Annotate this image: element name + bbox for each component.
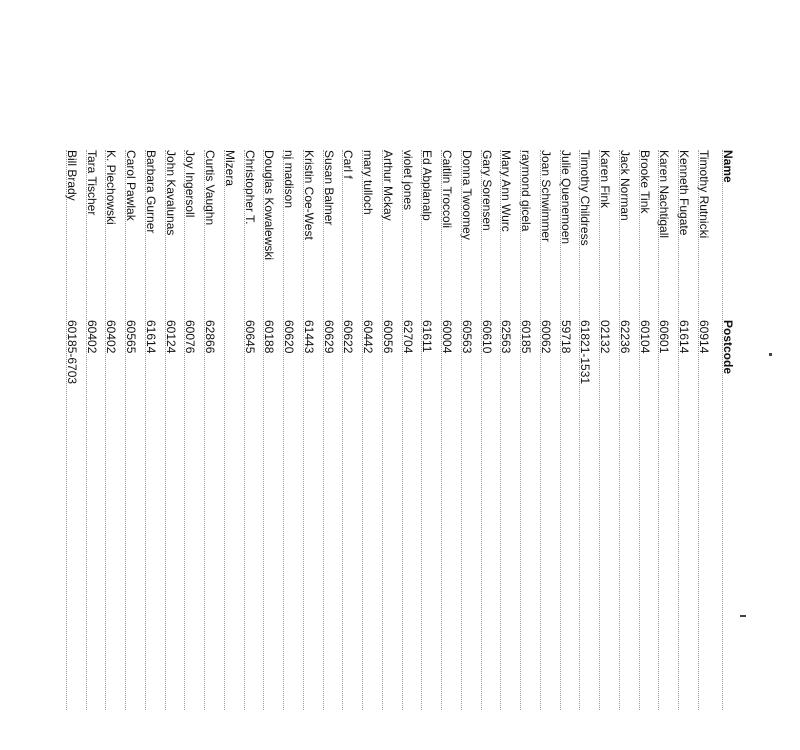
table-row — [262, 150, 278, 710]
table-row — [657, 150, 673, 710]
row-name: Joan Schwimmer — [539, 150, 553, 243]
row-name: Mizera — [223, 150, 237, 187]
row-postcode: 60620 — [282, 320, 297, 354]
row-postcode: 60629 — [321, 320, 336, 354]
row-postcode: 60645 — [242, 320, 257, 354]
row-name: Jack Norman — [618, 150, 632, 221]
table-row — [597, 150, 613, 710]
row-name: Douglas Kowalewski — [262, 150, 277, 261]
table-row — [301, 150, 317, 710]
row-postcode: 60601 — [657, 320, 672, 354]
table-row — [637, 150, 653, 710]
row-postcode: 61614 — [144, 320, 158, 354]
row-name: violet jones — [400, 150, 415, 211]
row-postcode: 62866 — [203, 320, 218, 354]
table-row — [84, 150, 100, 710]
row-postcode: 61821-1531 — [578, 320, 593, 385]
table-row — [676, 150, 692, 710]
table-row — [360, 150, 376, 710]
table-row — [459, 150, 475, 710]
row-name: mary tulloch — [361, 150, 376, 215]
row-name: Susan Balmer — [321, 150, 336, 226]
row-name: Donna Twoomey — [460, 150, 474, 240]
row-name: K. Piechowski — [104, 150, 119, 225]
table-row — [420, 150, 436, 710]
table-row — [696, 150, 712, 710]
table-row — [400, 150, 416, 710]
row-postcode: 61443 — [302, 320, 316, 354]
row-name: Timothy Rutnicki — [697, 150, 711, 239]
table-row — [242, 150, 258, 710]
scan-speck — [740, 615, 746, 617]
table-row — [479, 150, 495, 710]
row-name: John Kavalunas — [163, 150, 178, 236]
header-postcode: Postcode — [721, 320, 735, 375]
row-name: Kenneth Fugate — [677, 150, 692, 236]
row-name: Gary Sorensen — [479, 150, 494, 231]
row-name: Kristin Coe-West — [302, 150, 316, 240]
row-name: Christopher T. — [242, 150, 257, 225]
table-row — [64, 150, 80, 710]
row-name: Carl f — [341, 150, 356, 179]
header-name: Name — [721, 150, 735, 183]
row-postcode: 60563 — [460, 320, 474, 354]
row-name: Mary Ann Wurc — [499, 150, 514, 232]
table-row — [499, 150, 515, 710]
rotated-table — [65, 150, 736, 750]
row-postcode: 60622 — [341, 320, 356, 354]
table-row — [341, 150, 357, 710]
row-postcode: 60442 — [361, 320, 376, 354]
row-name: Caitlin Troccoli — [440, 150, 455, 229]
table-row — [538, 150, 554, 710]
table-row — [143, 150, 159, 710]
row-postcode: 60076 — [183, 320, 198, 354]
table-row — [222, 150, 238, 710]
row-postcode: 62236 — [618, 320, 632, 354]
row-postcode: 60124 — [163, 320, 178, 354]
table-row — [439, 150, 455, 710]
row-name: Barbara Gurner — [144, 150, 158, 234]
row-postcode: 61611 — [420, 320, 435, 353]
row-postcode: 60402 — [104, 320, 119, 354]
table-header-row — [720, 150, 736, 710]
table-row — [183, 150, 199, 710]
row-postcode: 02132 — [598, 320, 613, 354]
row-postcode: 60004 — [440, 320, 455, 354]
row-name: Curtis Vaughn — [203, 150, 218, 226]
row-postcode: 61614 — [677, 320, 692, 354]
row-name: Julie Quenemoen — [558, 150, 573, 245]
row-postcode: 60610 — [479, 320, 494, 354]
table-row — [104, 150, 120, 710]
row-postcode: 60056 — [381, 320, 395, 354]
row-postcode: 60565 — [124, 320, 139, 354]
row-name: raymond gicela — [519, 150, 534, 232]
row-name: Karen Nachtigall — [657, 150, 672, 239]
table-row — [578, 150, 594, 710]
row-name: Karen Fink — [598, 150, 613, 209]
row-name: Joy Ingersoll — [183, 150, 198, 218]
row-name: nj madison — [282, 150, 297, 209]
table-row — [281, 150, 297, 710]
row-name: Brooke Tink — [637, 150, 652, 214]
row-postcode: 60188 — [262, 320, 277, 354]
row-name: Bill Brady — [65, 150, 79, 201]
row-name: Arthur Mckay — [381, 150, 395, 221]
table-row — [558, 150, 574, 710]
row-postcode: 60185-6703 — [65, 320, 79, 385]
table-row — [321, 150, 337, 710]
row-name: Carol Pawlak — [124, 150, 139, 221]
table-row — [617, 150, 633, 710]
row-name: Tara Tischer — [84, 150, 99, 216]
table-row — [518, 150, 534, 710]
row-postcode: 60914 — [697, 320, 711, 354]
table-row — [202, 150, 218, 710]
row-postcode: 60104 — [637, 320, 652, 354]
table-row — [163, 150, 179, 710]
row-name: Ed Abplanalp — [420, 150, 435, 221]
table-row — [123, 150, 139, 710]
row-postcode: 60062 — [539, 320, 553, 354]
row-postcode: 60402 — [84, 320, 99, 354]
table-row — [380, 150, 396, 710]
row-postcode: 62704 — [400, 320, 415, 354]
row-postcode: 60185 — [519, 320, 534, 354]
scan-speck — [769, 353, 772, 356]
row-postcode: 59718 — [558, 320, 573, 354]
row-postcode: 62563 — [499, 320, 514, 354]
row-name: Timothy Childress — [578, 150, 593, 246]
